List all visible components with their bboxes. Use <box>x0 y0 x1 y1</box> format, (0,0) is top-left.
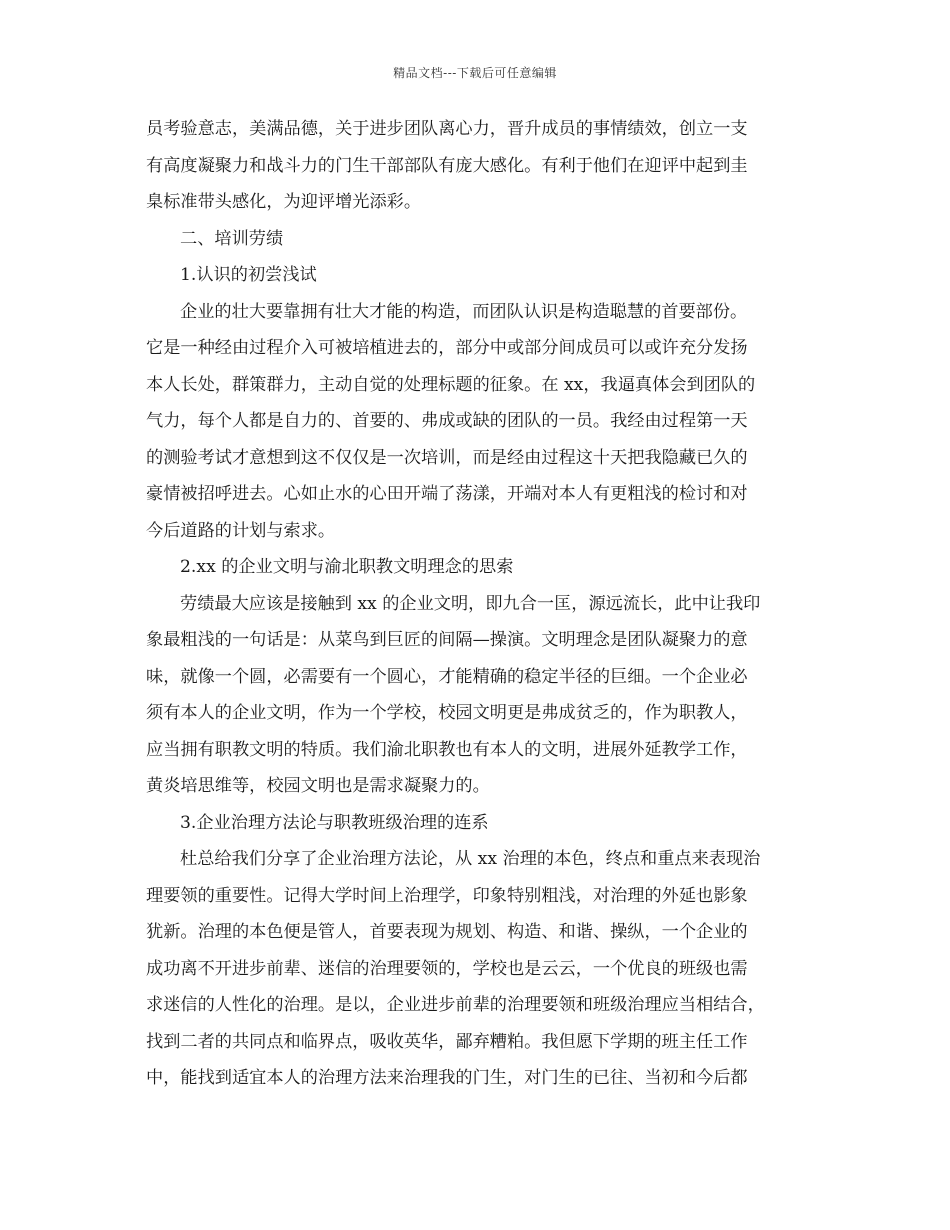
text-line: 找到二者的共同点和临界点，吸收英华，鄙弃糟粕。我但愿下学期的班主任工作 <box>146 1031 748 1052</box>
text-line: 员考验意志，美满品德，关于进步团队离心力，晋升成员的事情绩效，创立一支 <box>146 119 748 139</box>
paragraph-start: 杜总给我们分享了企业治理方法论，从 xx 治理的本色，终点和重点来表现治 <box>180 849 761 869</box>
text-line: 理要领的重要性。记得大学时间上治理学，印象特别粗浅，对治理的外延也影象 <box>146 885 748 906</box>
text-line: 犹新。治理的本色便是管人，首要表现为规划、构造、和谐、操纵，一个企业的 <box>146 922 748 942</box>
page-header: 精品文档---下载后可任意编辑 <box>393 66 557 80</box>
text-line: 成功离不开进步前辈、迷信的治理要领的，学校也是云云，一个优良的班级也需 <box>146 958 748 979</box>
text-line: 象最粗浅的一句话是：从菜鸟到巨匠的间隔—操演。文明理念是团队凝聚力的意 <box>146 630 748 650</box>
paragraph-start: 劳绩最大应该是接触到 xx 的企业文明，即九合一匡，源远流长，此中让我印 <box>180 593 761 614</box>
subsection-heading: 3.企业治理方法论与职教班级治理的连系 <box>180 812 489 833</box>
subsection-heading: 1.认识的初尝浅试 <box>180 265 317 285</box>
text-line: 中，能找到适宜本人的治理方法来治理我的门生，对门生的已往、当初和今后都 <box>146 1068 748 1088</box>
text-line: 臬标准带头感化，为迎评增光添彩。 <box>146 192 422 212</box>
text-line: 味，就像一个圆，必需要有一个圆心，才能精确的稳定半径的巨细。一个企业必 <box>146 666 748 687</box>
text-line: 今后道路的计划与索求。 <box>146 520 336 541</box>
text-line: 的测验考试才意想到这不仅仅是一次培训，而是经由过程这十天把我隐藏已久的 <box>146 447 748 468</box>
text-line: 豪情被招呼进去。心如止水的心田开端了荡漾，开端对本人有更粗浅的检讨和对 <box>146 484 748 504</box>
subsection-heading: 2.xx 的企业文明与渝北职教文明理念的思索 <box>180 557 514 577</box>
text-line: 须有本人的企业文明，作为一个学校，校园文明更是弗成贫乏的，作为职教人， <box>146 703 748 723</box>
paragraph-start: 企业的壮大要靠拥有壮大才能的构造，而团队认识是构造聪慧的首要部份。 <box>180 301 748 322</box>
document-body <box>146 111 826 1097</box>
text-line: 气力，每个人都是自力的、首要的、弗成或缺的团队的一员。我经由过程第一天 <box>146 411 748 431</box>
text-line: 本人长处，群策群力，主动自觉的处理标题的征象。在 xx，我逼真体会到团队的 <box>146 374 756 395</box>
text-line: 应当拥有职教文明的特质。我们渝北职教也有本人的文明，进展外延教学工作， <box>146 739 748 760</box>
text-line: 黄炎培思维等，校园文明也是需求凝聚力的。 <box>146 776 490 796</box>
text-line: 求迷信的人性化的治理。是以，企业进步前辈的治理要领和班级治理应当相结合， <box>146 995 765 1015</box>
section-heading: 二、培训劳绩 <box>180 228 284 249</box>
text-line: 它是一种经由过程介入可被培植进去的，部分中或部分间成员可以或许充分发扬 <box>146 338 748 358</box>
text-line: 有高度凝聚力和战斗力的门生干部部队有庞大感化。有利于他们在迎评中起到圭 <box>146 155 748 176</box>
